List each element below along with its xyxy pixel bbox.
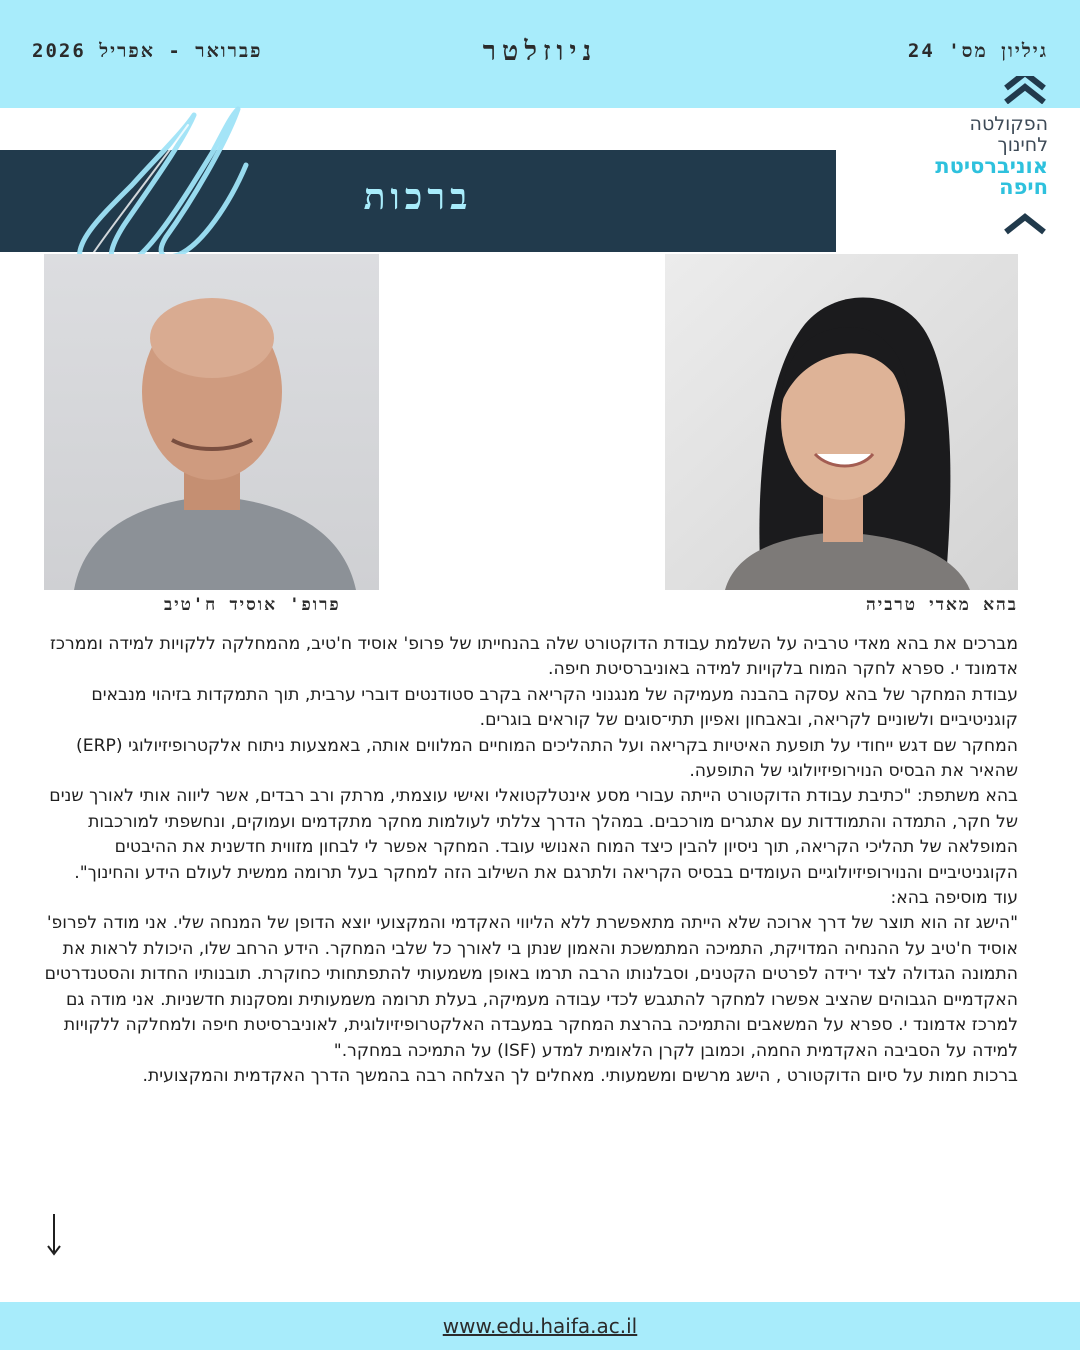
logo-university-line1: אוניברסיטת — [935, 154, 1048, 178]
website-link[interactable]: www.edu.haifa.ac.il — [442, 1314, 638, 1338]
caption-baha-madi-tarabieh: בהא מאדי טרביה — [865, 595, 1018, 615]
caption-osaid-khateeb: פרופ' אוסיד ח'טיב — [164, 595, 341, 615]
article-paragraph: מברכים את בהא מאדי טרביה על השלמת עבודת הדוקטורט שלה בהנחייתו של פרופ' אוסיד ח'טיב, מהמחלקה ללקויות למידה וממרכז אדמונד י. ספרא לחקר המוח בלקויות למידה באוניברסיטת חיפה. — [49, 634, 1018, 680]
article-paragraph: המחקר שם דגש ייחודי על תופעת האיטיות בקריאה ועל התהליכים המוחיים המלווים אותה, באמצעות ניתוח אלקטרופיזיולוגי (ERP) שהאיר את הבסיס הנוירופיזיולוגי של התופעה. — [76, 735, 1018, 782]
article-paragraph: "הישג זה הוא תוצר של דרך ארוכה שלא הייתה מתאפשרת ללא הליווי האקדמי והמקצועי יוצא הדופן של המנחה שלי. אני מודה לפרופ' אוסיד ח'טיב על ההנחיה המדויקת, התמיכה המתמשכת והאמון שנתן בי לאורך כל שלבי המחקר. הידע הרחב שלו, היכולת לראות את התמונה הגדולה לצד ירידה לפרטים הקטנים, וסבלנותו הרבה תרמו באופן משמעותי להתפתחותי כחוקרת. תובנותיו החדות והסטנדרטים האקדמיים הגבוהים שהציב אפשרו למחקר להתגבש לכדי עבודה מעמיקה, בעלת תרומה משמעותית ומסקנות חדשניות. אני מודה גם למרכז אדמונד י. ספרא על המשאבים והתמיכה בהרצת המחקר במעבדה האלקטרופיזיולוגית, לאוניברסיטת חיפה ולמחלקה ללקויות למידה על הסביבה האקדמית החמה, וכמובן לקרן הלאומית למדע (ISF) על התמיכה במחקר." — [44, 913, 1018, 1061]
photo-baha-madi-tarabieh — [665, 254, 1018, 590]
newsletter-title: ניוזלטר — [482, 36, 598, 67]
article-paragraph: עוד מוסיפה בהא: — [890, 888, 1018, 909]
section-title: ברכות — [363, 177, 473, 218]
issue-number: גיליון מס' 24 — [907, 40, 1048, 62]
faculty-logo[interactable] — [935, 114, 1048, 198]
decorative-scribble-icon — [62, 95, 252, 280]
logo-chevron-bottom-icon — [1002, 212, 1048, 236]
logo-faculty-line2: לחינוך — [997, 134, 1048, 156]
article-paragraph: עבודת המחקר של בהא עסקה בהבנה מעמיקה של מנגנוני הקריאה בקרב סטודנטים דוברי ערבית, תוך התמקדות בזיהוי מנבאים קוגניטיביים ולשוניים לקריאה, ובאבחון ואפיון תתי־סוגים של קוראים בוגרים. — [91, 684, 1018, 731]
photo-osaid-khateeb — [44, 254, 379, 590]
header-bar — [0, 0, 1080, 108]
issue-dates: פברואר - אפריל 2026 — [32, 40, 263, 62]
footer-bar — [0, 1302, 1080, 1350]
article-paragraph: ברכות חמות על סיום הדוקטורט , הישג מרשים ומשמעותי. מאחלים לך הצלחה רבה בהמשך הדרך האקדמית והמקצועית. — [142, 1065, 1018, 1086]
article-paragraph: בהא משתפת: "כתיבת עבודת הדוקטורט הייתה עבורי מסע אינטלקטואלי ואישי עוצמתי, מרתק ורב רבדים, אשר ליווה אותי לאורך שנים של חקר, התמדה והתמודדות עם אתגרים מורכבים. במהלך הדרך צללתי לעולמות מחקר מתקדמים ועמוקים, ונחשפתי למורכבות המופלאה של תהליכי הקריאה, תוך ניסיון להבין כיצד המוח האנושי עובד. המחקר אפשר לי לבחון מזווית חדשנית את ההיבטים הקוגניטיביים והנוירופיזיולוגיים העומדים בבסיס הקריאה ולתרגם את השילוב הזה למחקר בעל תרומה ממשית לעולם הידע והחינוך". — [49, 786, 1018, 883]
logo-faculty-line1: הפקולטה — [969, 113, 1048, 135]
article-body — [42, 632, 1018, 1089]
arrow-down-icon[interactable] — [44, 1212, 64, 1258]
logo-university-line2: חיפה — [999, 175, 1048, 199]
logo-chevron-top-icon — [1002, 76, 1048, 104]
